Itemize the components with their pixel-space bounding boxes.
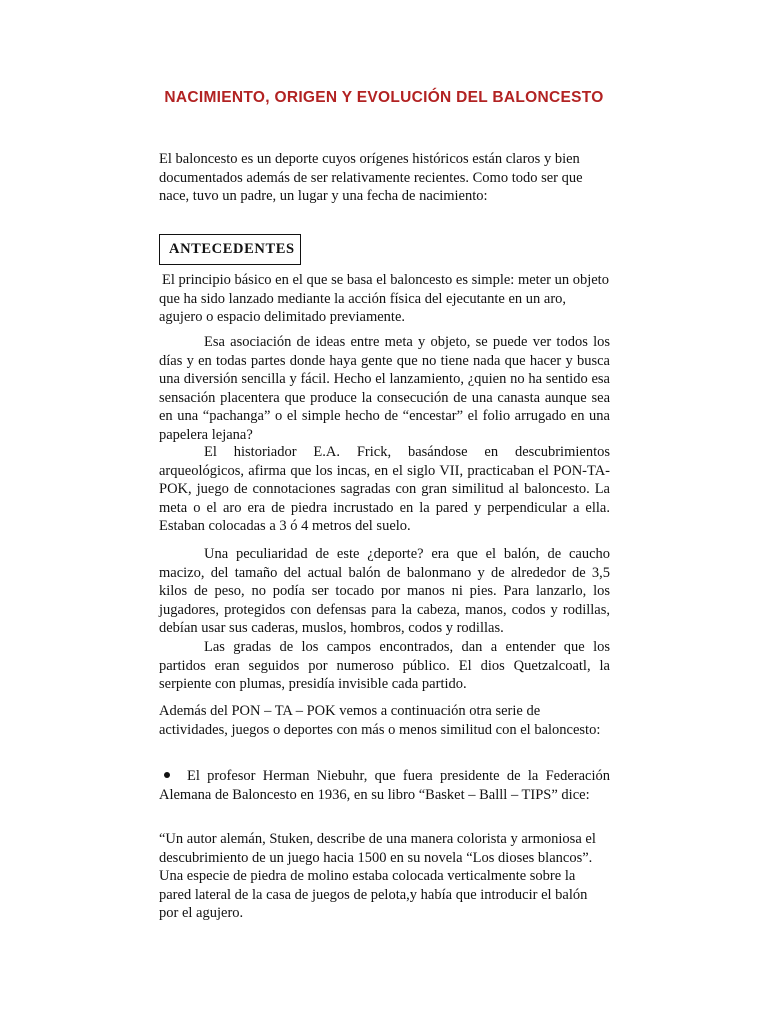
paragraph-additional-games: Además del PON – TA – POK vemos a continuación otra serie de actividades, juegos o deportes con más o menos similitud con el baloncesto: — [159, 703, 601, 738]
bullet-item-text: El profesor Herman Niebuhr, que fuera presidente de la Federación Alemana de Baloncesto en 1936, en su libro “Basket – Balll – TIPS” dice: — [159, 768, 610, 803]
section-heading-antecedentes — [159, 234, 301, 265]
paragraph-principle: El principio básico en el que se basa el baloncesto es simple: meter un objeto que ha sido lanzado mediante la acción física del ejecutante en un aro, agujero o espacio delimitado previamente. — [159, 272, 609, 325]
paragraph-stands: Las gradas de los campos encontrados, dan a entender que los partidos eran seguidos por numeroso público. El dios Quetzalcoatl, la serpiente con plumas, presidía invisible cada partido. — [159, 639, 610, 692]
paragraph-peculiarity: Una peculiaridad de este ¿deporte? era que el balón, de caucho macizo, del tamaño del actual balón de balonmano y de alrededor de 3,5 kilos de peso, no podía ser tocado por manos ni pies. Para lanzarlo, los jugadores, protegidos con defensas para la cabeza, manos, codos y rodillas, debían usar sus caderas, muslos, hombros, codos y rodillas. — [159, 546, 610, 636]
intro-paragraph: El baloncesto es un deporte cuyos orígenes históricos están claros y bien documentados además de ser relativamente recientes. Como todo ser que nace, tuvo un padre, un lugar y una fecha de nacimiento: — [159, 151, 583, 204]
quote-paragraph: “Un autor alemán, Stuken, describe de una manera colorista y armoniosa el descubrimiento de un juego hacia 1500 en su novela “Los dioses blancos”. Una especie de piedra de molino estaba colocada verticalmente sobre la pared lateral de la casa de juegos de pelota,y había que introducir el balón por el agujero. — [159, 831, 596, 921]
document-title: NACIMIENTO, ORIGEN Y EVOLUCIÓN DEL BALONCESTO — [164, 89, 604, 106]
paragraph-historian: El historiador E.A. Frick, basándose en descubrimientos arqueológicos, afirma que los incas, en el siglo VII, practicaban el PON-TA-POK, juego de connotaciones sagradas con gran similitud al baloncesto. La meta o el aro era de piedra incrustado en la pared y perpendicular a ella. Estaban colocadas a 3 ó 4 metros del suelo. — [159, 444, 610, 534]
bullet-list-item — [159, 767, 610, 804]
bullet-icon — [164, 772, 170, 778]
paragraph-association: Esa asociación de ideas entre meta y objeto, se puede ver todos los días y en todas partes donde haya gente que no tiene nada que hacer y busca una diversión sencilla y fácil. Hecho el lanzamiento, ¿quien no ha sentido esa sensación placentera que produce la consecución de una canasta aunque sea en una “pachanga” o el simple hecho de “encestar” el folio arrugado en una papelera lejana? — [159, 334, 610, 443]
section-heading-label: ANTECEDENTES — [169, 241, 295, 257]
